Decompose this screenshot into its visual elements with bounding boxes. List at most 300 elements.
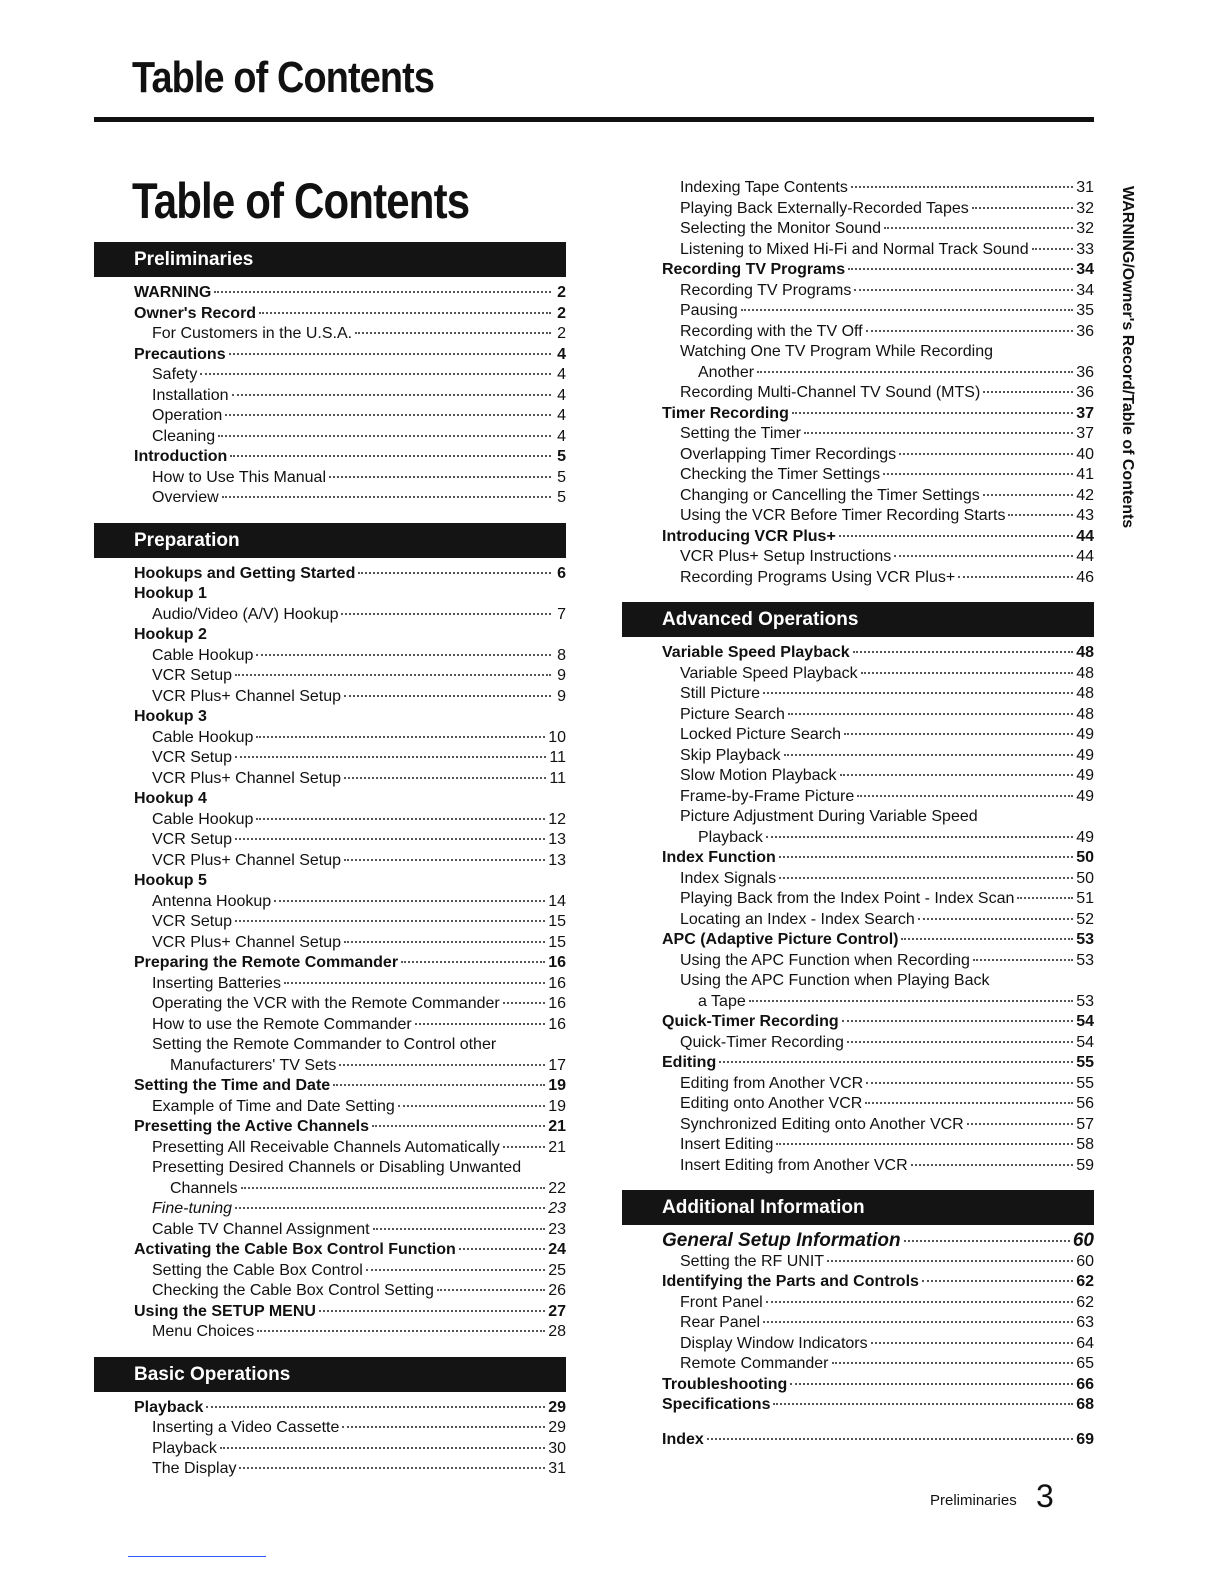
toc-entry[interactable] [622, 506, 1094, 527]
toc-leader-dots [235, 674, 551, 676]
toc-entry[interactable] [94, 1322, 566, 1343]
toc-entry-title: Selecting the Monitor Sound [680, 220, 882, 237]
toc-entry[interactable] [94, 810, 566, 831]
toc-heading-entry[interactable] [622, 643, 1094, 664]
toc-page-number: 41 [1076, 466, 1094, 483]
toc-heading-entry[interactable] [94, 1076, 566, 1097]
toc-leader-dots [235, 838, 545, 840]
toc-entry[interactable] [94, 1199, 566, 1220]
toc-entry[interactable] [94, 851, 566, 872]
toc-entry-title: a Tape [698, 992, 746, 1010]
toc-entry[interactable] [622, 342, 1094, 363]
toc-heading-entry[interactable] [622, 404, 1094, 425]
toc-entry-title: The Display [152, 1460, 237, 1477]
toc-page-number: 53 [1076, 951, 1094, 969]
toc-entry[interactable] [622, 1313, 1094, 1334]
toc-entry[interactable] [622, 199, 1094, 220]
toc-page-number: 36 [1076, 363, 1094, 381]
toc-entry-title: Slow Motion Playback [680, 767, 837, 784]
toc-entry-title: Presetting Desired Channels or Disabling Unwanted [152, 1159, 522, 1176]
toc-entry-title: VCR Setup [152, 831, 233, 848]
toc-entry-title: Hookup 2 [134, 626, 207, 643]
toc-entry-title: Installation [152, 386, 229, 404]
toc-leader-dots [719, 1061, 1073, 1063]
toc-entry[interactable] [94, 892, 566, 913]
toc-entry-title: APC (Adaptive Picture Control) [662, 931, 899, 948]
toc-entry-title: Index Function [662, 849, 776, 866]
toc-entry-title: Activating the Cable Box Control Function [134, 1241, 456, 1258]
toc-entry[interactable] [622, 664, 1094, 685]
toc-page-number: 48 [1076, 664, 1094, 682]
toc-heading-entry[interactable] [622, 1012, 1094, 1033]
toc-leader-dots [827, 1260, 1073, 1262]
toc-leader-dots [871, 1342, 1074, 1344]
toc-entry[interactable] [622, 1074, 1094, 1095]
toc-heading-entry[interactable] [94, 789, 566, 810]
toc-entry[interactable] [94, 912, 566, 933]
toc-heading-entry[interactable] [94, 1240, 566, 1261]
toc-entry[interactable] [622, 1115, 1094, 1136]
toc-leader-dots [459, 1248, 545, 1250]
toc-page-number: 64 [1076, 1334, 1094, 1352]
toc-page-number: 44 [1076, 548, 1094, 565]
toc-entry-title: VCR Setup [152, 749, 233, 766]
toc-entry[interactable] [622, 951, 1094, 972]
toc-page-number: 57 [1076, 1115, 1094, 1133]
toc-entry-title: General Setup Information [662, 1230, 901, 1251]
toc-entry[interactable] [94, 488, 566, 509]
footer-line [128, 1556, 266, 1557]
toc-entry[interactable] [622, 363, 1094, 384]
toc-entry-title: Owner's Record [134, 304, 257, 322]
toc-page-number: 7 [557, 605, 566, 623]
toc-page-number: 12 [548, 810, 566, 828]
toc-leader-dots [218, 435, 551, 437]
toc-entry[interactable] [94, 1015, 566, 1036]
toc-entry[interactable] [94, 1439, 566, 1460]
toc-entry[interactable] [94, 666, 566, 687]
toc-leader-dots [398, 1105, 545, 1107]
toc-page-number: 14 [548, 892, 566, 910]
toc-page-number: 49 [1076, 746, 1094, 764]
toc-page-number: 62 [1076, 1273, 1094, 1290]
toc-heading-entry[interactable] [622, 1053, 1094, 1074]
toc-leader-dots [763, 692, 1073, 694]
toc-leader-dots [503, 1146, 545, 1148]
toc-entry[interactable] [94, 728, 566, 749]
toc-entry[interactable] [94, 468, 566, 489]
toc-entry[interactable] [622, 725, 1094, 746]
toc-entry-title: VCR Setup [152, 913, 233, 930]
toc-leader-dots [839, 535, 1073, 537]
toc-entry[interactable] [622, 828, 1094, 849]
right-column [622, 178, 1094, 1450]
toc-entry[interactable] [622, 547, 1094, 568]
toc-page-number: 49 [1076, 787, 1094, 805]
toc-page-number: 54 [1076, 1013, 1094, 1030]
toc-entry[interactable] [94, 830, 566, 851]
toc-entry-title: Recording Programs Using VCR Plus+ [680, 568, 956, 586]
toc-entry[interactable] [622, 445, 1094, 466]
toc-entry[interactable] [94, 1220, 566, 1241]
toc-entry-title: Setting the Cable Box Control [152, 1261, 363, 1279]
toc-heading-entry[interactable] [94, 1398, 566, 1419]
toc-entry[interactable] [94, 1459, 566, 1480]
toc-page-number: 53 [1076, 931, 1094, 948]
side-section-tab: WARNING/Owner's Record/Table of Contents [1119, 186, 1136, 529]
toc-entry-title: Checking the Timer Settings [680, 466, 881, 483]
toc-heading-entry[interactable] [622, 1231, 1094, 1252]
toc-entry[interactable] [94, 427, 566, 448]
toc-leader-dots [967, 1123, 1073, 1125]
toc-page-number: 28 [548, 1323, 566, 1340]
toc-page-number: 35 [1076, 302, 1094, 319]
toc-entry-title: Presetting the Active Channels [134, 1118, 370, 1135]
toc-entry-title: Presetting All Receivable Channels Automatically [152, 1138, 500, 1156]
toc-entry[interactable] [622, 971, 1094, 992]
toc-heading-entry[interactable] [94, 953, 566, 974]
toc-heading-entry[interactable] [622, 527, 1094, 548]
toc-leader-dots [894, 555, 1073, 557]
toc-leader-dots [844, 733, 1073, 735]
toc-entry[interactable] [622, 301, 1094, 322]
toc-entry-title: Example of Time and Date Setting [152, 1097, 395, 1115]
toc-page-number: 19 [548, 1097, 566, 1115]
toc-entry-title: Playback [698, 828, 763, 846]
toc-page-number: 36 [1076, 322, 1094, 340]
toc-heading-entry[interactable] [94, 447, 566, 468]
toc-entry[interactable] [94, 687, 566, 708]
toc-spacer [622, 1416, 1094, 1430]
toc-entry[interactable] [622, 1354, 1094, 1375]
toc-entry[interactable] [94, 1418, 566, 1439]
toc-leader-dots [899, 453, 1073, 455]
toc-entry-title: Using the SETUP MENU [134, 1302, 316, 1320]
toc-leader-dots [241, 1187, 546, 1189]
toc-leader-dots [220, 1447, 545, 1449]
toc-heading-entry[interactable] [622, 848, 1094, 869]
toc-entry-title: Synchronized Editing onto Another VCR [680, 1115, 964, 1133]
toc-entry-title: How to use the Remote Commander [152, 1015, 412, 1033]
toc-leader-dots [853, 651, 1074, 653]
toc-leader-dots [344, 941, 545, 943]
toc-heading-entry[interactable] [94, 345, 566, 366]
toc-page-number: 69 [1076, 1430, 1094, 1448]
toc-page-number: 19 [548, 1077, 566, 1094]
toc-entry-title: Locked Picture Search [680, 726, 841, 743]
toc-entry[interactable] [94, 1035, 566, 1056]
toc-page-number: 13 [548, 831, 566, 848]
toc-entry-title: Front Panel [680, 1293, 763, 1311]
toc-page-number: 9 [557, 667, 566, 684]
toc-entry[interactable] [622, 684, 1094, 705]
toc-entry-title: Inserting a Video Cassette [152, 1419, 340, 1436]
toc-entry[interactable] [622, 746, 1094, 767]
toc-entry[interactable] [94, 646, 566, 667]
toc-entry[interactable] [622, 992, 1094, 1013]
toc-leader-dots [776, 1143, 1073, 1145]
toc-heading-entry[interactable] [94, 625, 566, 646]
toc-leader-dots [983, 494, 1073, 496]
toc-leader-dots [790, 1383, 1073, 1385]
toc-entry[interactable] [622, 705, 1094, 726]
toc-entry[interactable] [94, 933, 566, 954]
toc-entry-title: VCR Plus+ Channel Setup [152, 687, 341, 705]
toc-heading-entry[interactable] [94, 564, 566, 585]
toc-entry[interactable] [622, 465, 1094, 486]
toc-page-number: 37 [1076, 404, 1094, 422]
toc-entry[interactable] [94, 406, 566, 427]
toc-page-number: 36 [1076, 384, 1094, 401]
toc-entry-title: WARNING [134, 284, 212, 301]
toc-page-number: 15 [548, 933, 566, 951]
toc-page-number: 4 [557, 345, 566, 363]
toc-page-number: 49 [1076, 767, 1094, 784]
toc-entry-title: Manufacturers' TV Sets [170, 1056, 337, 1074]
toc-leader-dots [707, 1438, 1073, 1440]
toc-leader-dots [415, 1023, 546, 1025]
toc-entry[interactable] [94, 769, 566, 790]
toc-entry[interactable] [622, 869, 1094, 890]
toc-entry[interactable] [622, 807, 1094, 828]
toc-entry[interactable] [622, 910, 1094, 931]
toc-page-number: 48 [1076, 685, 1094, 702]
page-title: Table of Contents [132, 173, 470, 229]
toc-page-number: 24 [548, 1241, 566, 1258]
toc-entry-title: Cable Hookup [152, 728, 254, 746]
toc-entry[interactable] [94, 1138, 566, 1159]
toc-entry[interactable] [622, 240, 1094, 261]
toc-page-number: 59 [1076, 1156, 1094, 1174]
toc-leader-dots [239, 1467, 545, 1469]
toc-page-number: 53 [1076, 992, 1094, 1010]
toc-entry[interactable] [622, 1135, 1094, 1156]
toc-entry[interactable] [622, 1334, 1094, 1355]
toc-leader-dots [206, 1406, 545, 1408]
toc-entry-title: For Customers in the U.S.A. [152, 325, 353, 342]
toc-heading-entry[interactable] [94, 871, 566, 892]
toc-page-number: 66 [1076, 1375, 1094, 1393]
toc-entry[interactable] [94, 386, 566, 407]
toc-entry[interactable] [622, 322, 1094, 343]
toc-page-number: 29 [548, 1398, 566, 1416]
toc-page-number: 58 [1076, 1136, 1094, 1153]
toc-leader-dots [358, 572, 551, 574]
toc-page-number: 23 [548, 1200, 566, 1217]
toc-entry[interactable] [622, 281, 1094, 302]
toc-entry[interactable] [94, 748, 566, 769]
toc-entry-title: Hookups and Getting Started [134, 564, 356, 582]
toc-entry-title: Variable Speed Playback [680, 664, 858, 682]
toc-heading-entry[interactable] [622, 260, 1094, 281]
toc-leader-dots [884, 227, 1073, 229]
toc-entry-title: Overlapping Timer Recordings [680, 445, 897, 463]
toc-leader-dots [749, 1000, 1073, 1002]
toc-heading-entry[interactable] [622, 1395, 1094, 1416]
toc-entry-title: Frame-by-Frame Picture [680, 787, 855, 805]
toc-entry-title: Skip Playback [680, 746, 781, 764]
toc-page-number: 68 [1076, 1396, 1094, 1413]
toc-entry-title: How to Use This Manual [152, 468, 326, 486]
toc-entry[interactable] [94, 1281, 566, 1302]
toc-page-number: 60 [1072, 1230, 1094, 1251]
toc-page-number: 46 [1076, 568, 1094, 586]
toc-leader-dots [257, 1330, 545, 1332]
toc-heading-entry[interactable] [622, 1375, 1094, 1396]
toc-entry[interactable] [94, 324, 566, 345]
toc-page-number: 4 [557, 386, 566, 404]
toc-page-number: 4 [557, 427, 566, 445]
toc-entry-title: Playing Back from the Index Point - Index Scan [680, 890, 1015, 907]
toc-page-number: 16 [548, 995, 566, 1012]
toc-heading-entry[interactable] [94, 707, 566, 728]
toc-entry[interactable] [94, 1179, 566, 1200]
toc-entry-title: Insert Editing from Another VCR [680, 1156, 908, 1174]
toc-entry[interactable] [94, 994, 566, 1015]
toc-page-number: 32 [1076, 199, 1094, 217]
toc-entry[interactable] [622, 1033, 1094, 1054]
toc-page-number: 15 [548, 913, 566, 930]
toc-page-number: 30 [548, 1439, 566, 1457]
toc-leader-dots [857, 795, 1073, 797]
section-header-bar: Additional Information [622, 1190, 1094, 1225]
toc-entry[interactable] [622, 219, 1094, 240]
toc-entry[interactable] [94, 974, 566, 995]
toc-entry-title: Changing or Cancelling the Timer Settings [680, 486, 980, 504]
toc-entry-title: VCR Setup [152, 667, 233, 684]
toc-leader-dots [437, 1289, 545, 1291]
toc-entry[interactable] [94, 1158, 566, 1179]
toc-leader-dots [851, 186, 1073, 188]
toc-page-number: 21 [548, 1138, 566, 1156]
toc-entry-title: Preparing the Remote Commander [134, 954, 399, 971]
toc-page-number: 4 [557, 366, 566, 383]
toc-leader-dots [865, 1102, 1073, 1104]
toc-page-number: 56 [1076, 1095, 1094, 1112]
toc-page-number: 43 [1076, 507, 1094, 524]
toc-entry-title: Cleaning [152, 427, 216, 445]
toc-leader-dots [373, 1228, 546, 1230]
toc-heading-entry[interactable] [622, 1272, 1094, 1293]
toc-leader-dots [344, 777, 546, 779]
toc-section [622, 1190, 1094, 1450]
toc-entry-title: Recording with the TV Off [680, 322, 863, 340]
toc-leader-dots [922, 1280, 1073, 1282]
toc-page-number: 63 [1076, 1314, 1094, 1331]
toc-entry-title: Quick-Timer Recording [680, 1033, 844, 1051]
toc-leader-dots [333, 1084, 545, 1086]
toc-entry[interactable] [622, 1293, 1094, 1314]
toc-entry[interactable] [622, 1094, 1094, 1115]
toc-entry[interactable] [94, 1097, 566, 1118]
toc-entry[interactable] [622, 787, 1094, 808]
toc-entry-title: Variable Speed Playback [662, 644, 850, 661]
toc-entry-title: Introduction [134, 448, 228, 465]
toc-entry[interactable] [622, 486, 1094, 507]
toc-entry-title: Setting the Time and Date [134, 1077, 331, 1094]
toc-entry[interactable] [94, 365, 566, 386]
toc-entry-title: Another [698, 363, 755, 381]
toc-leader-dots [757, 371, 1073, 373]
toc-entry-title: Operating the VCR with the Remote Commander [152, 995, 500, 1012]
toc-leader-dots [355, 332, 551, 334]
toc-page-number: 32 [1076, 220, 1094, 237]
toc-leader-dots [259, 312, 551, 314]
toc-page-number: 6 [557, 564, 566, 582]
toc-entry-title: Insert Editing [680, 1136, 774, 1153]
toc-entry-title: Editing from Another VCR [680, 1074, 864, 1092]
section-header-bar: Advanced Operations [622, 602, 1094, 637]
toc-entry-title: Safety [152, 366, 198, 383]
toc-leader-dots [235, 920, 545, 922]
toc-leader-dots [901, 938, 1073, 940]
toc-heading-entry[interactable] [94, 1117, 566, 1138]
toc-entry[interactable] [622, 568, 1094, 589]
toc-leader-dots [918, 918, 1073, 920]
toc-entry[interactable] [622, 766, 1094, 787]
toc-leader-dots [503, 1002, 545, 1004]
toc-leader-dots [779, 877, 1073, 879]
toc-entry[interactable] [622, 889, 1094, 910]
toc-entry-title: Listening to Mixed Hi-Fi and Normal Track Sound [680, 240, 1029, 258]
toc-entry[interactable] [94, 605, 566, 626]
toc-leader-dots [861, 672, 1074, 674]
toc-section [622, 602, 1094, 1176]
left-column [94, 242, 566, 1480]
toc-leader-dots [235, 1207, 545, 1209]
toc-heading-entry[interactable] [94, 283, 566, 304]
toc-page-number: 50 [1076, 849, 1094, 866]
toc-heading-entry[interactable] [94, 1302, 566, 1323]
toc-entry-title: Channels [170, 1179, 238, 1197]
toc-leader-dots [256, 818, 545, 820]
toc-entry-title: Inserting Batteries [152, 974, 281, 992]
toc-page-number: 27 [548, 1302, 566, 1320]
footer-page-number: 3 [1036, 1478, 1054, 1514]
toc-page-number: 37 [1076, 425, 1094, 442]
toc-heading-entry[interactable] [94, 584, 566, 605]
toc-leader-dots [788, 713, 1073, 715]
toc-entry[interactable] [94, 1056, 566, 1077]
toc-leader-dots [274, 900, 545, 902]
toc-leader-dots [766, 1301, 1073, 1303]
toc-leader-dots [773, 1403, 1073, 1405]
toc-leader-dots [983, 391, 1073, 393]
toc-entry-title: Using the VCR Before Timer Recording Starts [680, 507, 1006, 524]
toc-leader-dots [229, 353, 551, 355]
toc-entry[interactable] [94, 1261, 566, 1282]
toc-leader-dots [848, 268, 1073, 270]
toc-page-number: 11 [549, 749, 566, 766]
toc-entry[interactable] [622, 383, 1094, 404]
toc-leader-dots [958, 576, 1073, 578]
toc-page-number: 40 [1076, 445, 1094, 463]
footer-section-label: Preliminaries [930, 1492, 1017, 1509]
toc-entry-title: Cable Hookup [152, 810, 254, 828]
toc-entry[interactable] [622, 1156, 1094, 1177]
toc-leader-dots [972, 207, 1073, 209]
toc-entry-title: Index Signals [680, 869, 777, 887]
toc-leader-dots [342, 1426, 545, 1428]
toc-heading-entry[interactable] [622, 930, 1094, 951]
toc-leader-dots [256, 736, 545, 738]
toc-heading-entry[interactable] [94, 304, 566, 325]
toc-leader-dots [344, 695, 551, 697]
toc-entry[interactable] [622, 424, 1094, 445]
toc-entry[interactable] [622, 178, 1094, 199]
toc-heading-entry[interactable] [622, 1430, 1094, 1451]
toc-entry[interactable] [622, 1252, 1094, 1273]
